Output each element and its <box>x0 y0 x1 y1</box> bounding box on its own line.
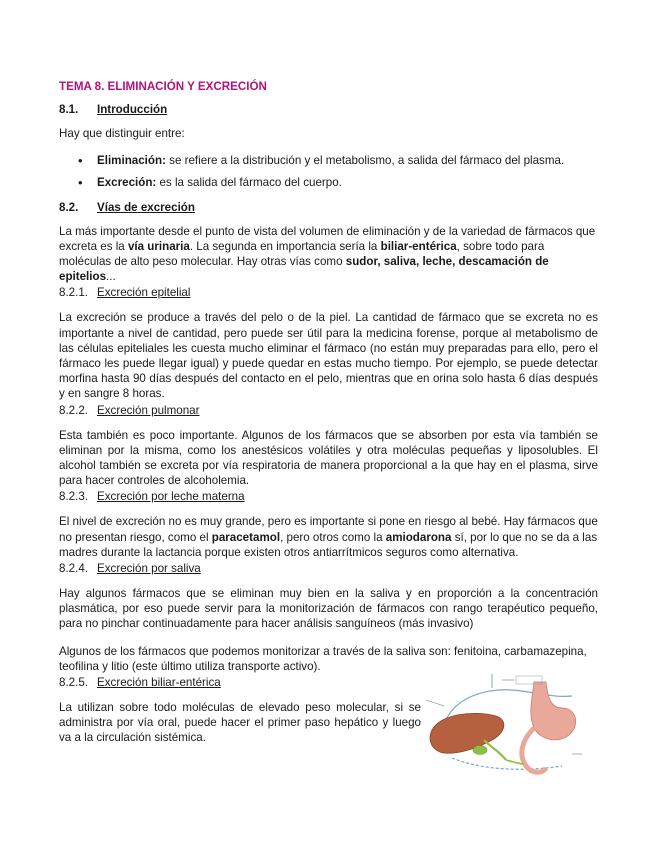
section-heading-8-2 <box>59 201 598 214</box>
bold-term: paracetamol <box>211 530 281 544</box>
section-number: 8.1. <box>59 103 79 116</box>
subsection-title: Excreción pulmonar <box>97 403 200 417</box>
bold-term: vía urinaria <box>127 239 190 253</box>
subsection-number: 8.2.2. <box>59 403 89 417</box>
subsection-number: 8.2.1. <box>59 286 89 300</box>
section-heading-8-1 <box>59 103 598 116</box>
term: Eliminación: <box>97 154 166 168</box>
subsection-title: Excreción por saliva <box>97 562 201 576</box>
bold-term: biliar-entérica <box>380 239 457 253</box>
vias-paragraph: La más importante desde el punto de vista del volumen de eliminación y de la variedad de fármacos que excreta es la vía urinaria. La segunda en importancia sería la biliar-entérica, sobre todo para moléculas de alto peso molecular. Hay otras vías como sudor, saliva, leche, descamación de epitelios... <box>59 224 596 284</box>
biliar-paragraph: La utilizan sobre todo moléculas de elevado peso molecular, si se administra por vía oral, puede hacer el primer paso hepático y luego va a la circulación sistémica. <box>59 701 421 745</box>
epitelial-paragraph: La excreción se produce a través del pelo o de la piel. La cantidad de fármaco que se excreta no es importante a nivel de cantidad, pero puede ser útil para la medicina forense, porque al metabolismo de las células epiteliales les cuesta mucho eliminar el fármaco (no están muy preparadas para ello, pero el fármaco les puede llegar igual) y puede quedar en estas mucho tiempo. Por ejemplo, se puede detectar morfina hasta 90 días después del contacto en el pelo, mientras que en orina solo hasta 6 días después y en sangre 8 horas. <box>59 311 598 401</box>
definition-list <box>59 153 598 190</box>
subsection-number: 8.2.4. <box>59 562 89 576</box>
subsection-title: Excreción epitelial <box>97 286 191 300</box>
saliva-paragraph-2: Algunos de los fármacos que podemos monitorizar a través de la saliva son: fenitoina, carbamazepina, teofilina y litio (este último utiliza transporte activo). <box>59 644 587 673</box>
list-item <box>97 175 598 190</box>
subsection-heading-8-2-4 <box>59 562 598 575</box>
enterohepatic-diagram <box>422 670 592 780</box>
leche-paragraph: El nivel de excreción no es muy grande, pero es importante si pone en riesgo al bebé. Hay fármacos que no presentan riesgo, como el paracetamol, pero otros como la amiodarona sí, por lo que no se da a las madres durante la lactancia porque existen otros antiarrítmicos seguros como alternativa. <box>59 515 598 559</box>
saliva-paragraph-1: Hay algunos fármacos que se eliminan muy bien en la saliva y en proporción a la concentración plasmática, por eso puede servir para la monitorización de fármacos con rango terapéutico pequeño, para no pinchar continuadamente para hacer análisis sanguíneos (más invasivo) <box>59 587 598 631</box>
subsection-heading-8-2-1 <box>59 286 598 299</box>
section-number: 8.2. <box>59 200 79 214</box>
bold-term: sudor, saliva, leche, descamación de epitelios <box>59 255 549 284</box>
document-page <box>59 80 598 780</box>
subsection-heading-8-2-2 <box>59 404 598 417</box>
list-item <box>97 153 598 168</box>
subsection-number: 8.2.5. <box>59 676 89 690</box>
subsection-number: 8.2.3. <box>59 490 89 504</box>
subsection-heading-8-2-3 <box>59 490 598 503</box>
chapter-title: TEMA 8. ELIMINACIÓN Y EXCRECIÓN <box>59 80 267 93</box>
biliar-row <box>59 700 598 780</box>
pulmonar-paragraph: Esta también es poco importante. Algunos de los fármacos que se absorben por esta vía también se eliminan por la misma, como los anestésicos volátiles y otra moléculas pequeñas y liposolubles. El alcohol también se excreta por vía respiratoria de manera proporcional a la que hay en el plasma, sirve para hacer controles de alcoholemia. <box>59 428 598 488</box>
definition: es la salida del fármaco del cuerpo. <box>156 176 342 190</box>
term: Excreción: <box>97 176 157 190</box>
intro-paragraph: Hay que distinguir entre: <box>59 127 185 140</box>
definition: se refiere a la distribución y el metabolismo, a salida del fármaco del plasma. <box>165 154 565 168</box>
bold-term: amiodarona <box>385 530 452 544</box>
subsection-title: Excreción biliar-entérica <box>97 676 221 690</box>
section-title: Vías de excreción <box>97 200 195 214</box>
section-title: Introducción <box>97 103 168 116</box>
subsection-title: Excreción por leche materna <box>97 490 245 504</box>
